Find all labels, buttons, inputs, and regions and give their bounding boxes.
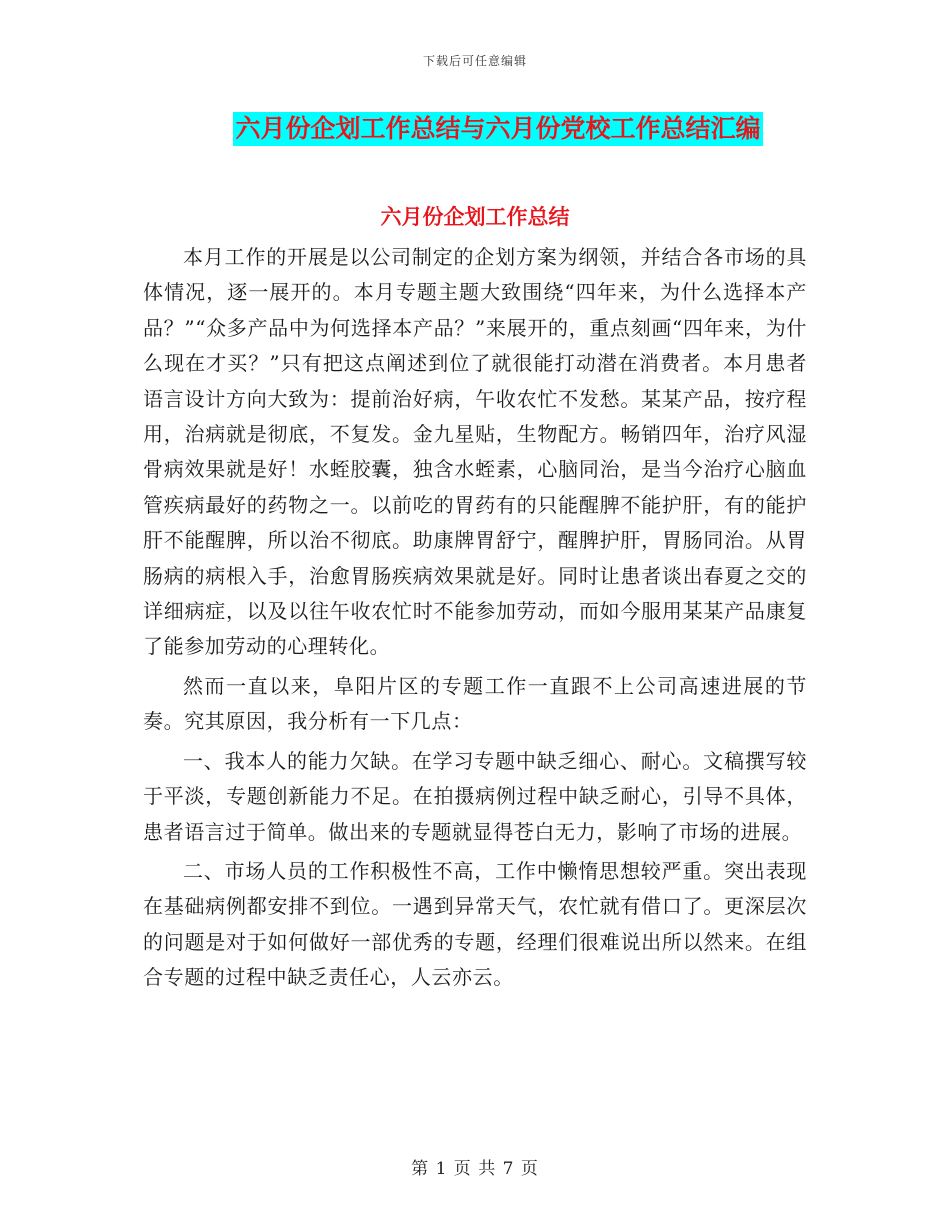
paragraph: 二、市场人员的工作积极性不高，工作中懒惰思想较严重。突出表现在基础病例都安排不到位。一遇到异常天气，农忙就有借口了。更深层次的问题是对于如何做好一部优秀的专题，经理们很难说出所以然来。在组合专题的过程中缺乏责任心，人云亦云。 <box>143 858 807 990</box>
main-title-container <box>0 112 950 146</box>
paragraph: 本月工作的开展是以公司制定的企划方案为纲领，并结合各市场的具体情况，逐一展开的。本月专题主题大致围绕“四年来，为什么选择本产品？”“众多产品中为何选择本产品？”来展开的，重点刻画“四年来，为什么现在才买？”只有把这点阐述到位了就很能打动潜在消费者。本月患者语言设计方向大致为：提前治好病，午收农忙不发愁。某某产品，按疗程用，治病就是彻底，不复发。金九星贴，生物配方。畅销四年，治疗风湿骨病效果就是好！水蛭胶囊，独含水蛭素，心脑同治，是当今治疗心脑血管疾病最好的药物之一。以前吃的胃药有的只能醒脾不能护肝，有的能护肝不能醒脾，所以治不彻底。助康牌胃舒宁，醒脾护肝，胃肠同治。从胃肠病的病根入手，治愈胃肠疾病效果就是好。同时让患者谈出春夏之交的详细病症，以及以往午收农忙时不能参加劳动，而如今服用某某产品康复了能参加劳动的心理转化。 <box>143 245 807 659</box>
document-main-title: 六月份企划工作总结与六月份党校工作总结汇编 <box>233 112 762 146</box>
section-title: 六月份企划工作总结 <box>380 204 570 229</box>
document-body <box>143 232 807 996</box>
paragraph: 然而一直以来，阜阳片区的专题工作一直跟不上公司高速进展的节奏。究其原因，我分析有一下几点： <box>143 673 807 734</box>
paragraph: 一、我本人的能力欠缺。在学习专题中缺乏细心、耐心。文稿撰写较于平淡，专题创新能力不足。在拍摄病例过程中缺乏耐心，引导不具体，患者语言过于简单。做出来的专题就显得苍白无力，影响了市场的进展。 <box>143 748 807 844</box>
page-number-footer: 第 1 页 共 7 页 <box>411 1159 539 1179</box>
page-header-note: 下载后可任意编辑 <box>422 54 527 68</box>
